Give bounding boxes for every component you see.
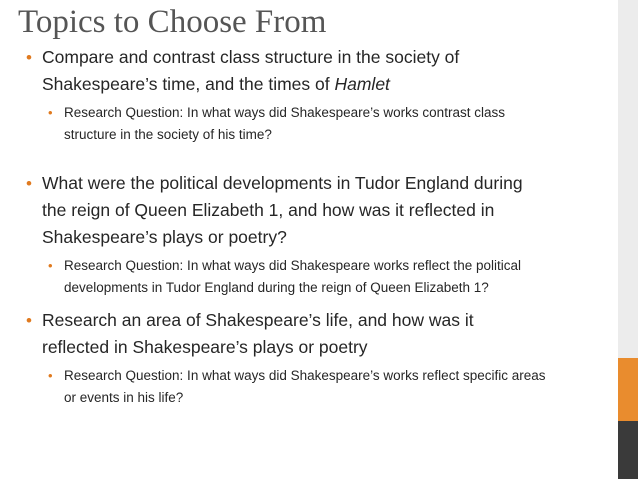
sidebar-dark-block [618, 421, 638, 479]
topic-1-research-question [48, 102, 612, 146]
sidebar-light-block [618, 0, 638, 358]
slide-title: Topics to Choose From [18, 4, 327, 40]
topic-3-main-line-2: reflected in Shakespeare’s plays or poetry [42, 337, 368, 357]
topic-1-emphasis-hamlet: Hamlet [334, 74, 390, 94]
topic-1-sub-line-1: Research Question: In what ways did Shakespeare’s works contrast class [64, 105, 505, 120]
sidebar-orange-block [618, 358, 638, 421]
topic-2-main-line-1: What were the political developments in Tudor England during [42, 173, 523, 193]
topic-1-main-line-1: Compare and contrast class structure in the society of [42, 47, 460, 67]
topic-2-research-question [48, 255, 612, 299]
topic-2-main-line-2: the reign of Queen Elizabeth 1, and how was it reflected in [42, 200, 495, 220]
topic-2-main-bullet [26, 170, 612, 251]
topic-3-main-bullet [26, 307, 612, 361]
topic-1-main-line-2: Shakespeare’s time, and the times of [42, 74, 335, 94]
topic-1-sub-line-2: structure in the society of his time? [64, 127, 272, 142]
decorative-sidebar [618, 0, 638, 479]
topic-2-sub-line-1: Research Question: In what ways did Shakespeare works reflect the political [64, 258, 521, 273]
topic-3-sub-line-2: or events in his life? [64, 390, 184, 405]
slide-content [26, 44, 612, 409]
topic-1-main-bullet [26, 44, 612, 98]
topic-3 [26, 307, 612, 409]
topic-2-sub-line-2: developments in Tudor England during the reign of Queen Elizabeth 1? [64, 280, 489, 295]
topic-1 [26, 44, 612, 146]
topic-2 [26, 170, 612, 299]
topic-2-main-line-3: Shakespeare’s plays or poetry? [42, 227, 287, 247]
topic-3-main-line-1: Research an area of Shakespeare’s life, and how was it [42, 310, 474, 330]
topic-3-research-question [48, 365, 612, 409]
topic-3-sub-line-1: Research Question: In what ways did Shakespeare’s works reflect specific areas [64, 368, 546, 383]
